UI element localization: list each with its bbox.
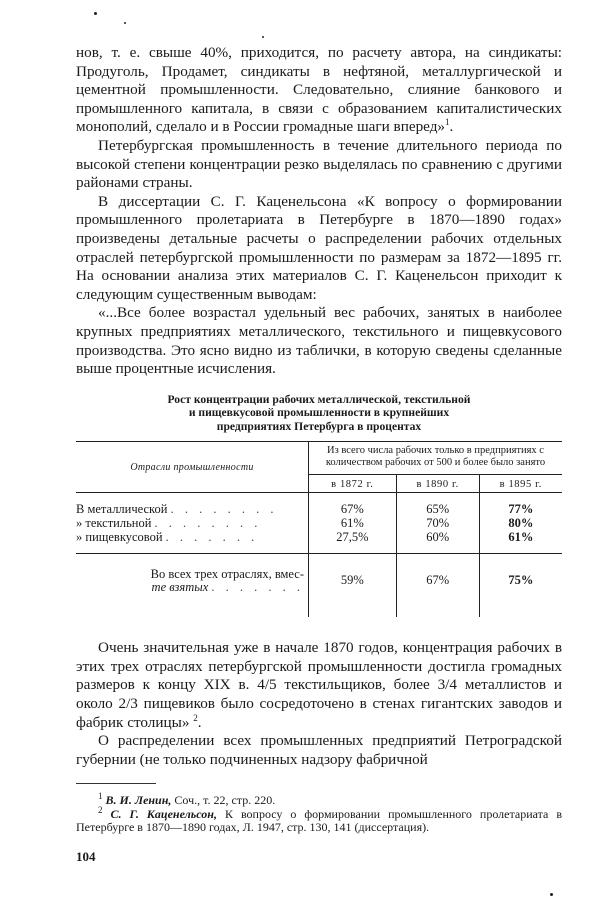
footnote-number: 2 [98, 804, 103, 815]
table-title-line: предприятиях Петербурга в процентах [216, 419, 422, 433]
cell-value: 61% [508, 529, 534, 544]
row-label-metal: В металлической . . . . . . . . [76, 502, 278, 517]
cell-value: 61% [340, 515, 364, 530]
footnote-1 [76, 791, 562, 808]
table-title-line: Рост концентрации рабочих металлической, текстильной [167, 392, 471, 406]
footnote-2 [76, 804, 563, 835]
values-1890 [396, 493, 479, 553]
paragraph-after-table: Очень значительная уже в начале 1870 годов, концентрация рабочих в этих трех отраслях петербургской промышленности достигла громадных размеров к концу XIX в. 4/5 текстильщиков, более 3/4 металлистов и около 2/3 пищевиков было сосредоточено в стенах гигантских заводов и фабрик столицы» $^2$. [76, 639, 562, 731]
cell-value: 67% [340, 502, 364, 517]
values-1895 [479, 493, 562, 553]
book-page [76, 44, 562, 865]
table-row-branches [76, 493, 562, 553]
total-label-line: Во всех трех отраслях, вмес- [150, 566, 304, 581]
footnote-text: К вопросу о формировании промышленного пролетариата в Петербурге в 1870—1890 годах, Л. 1947, стр. 130, 141 (диссертация). [76, 806, 563, 835]
total-label [76, 553, 309, 617]
cell-value: 80% [508, 515, 534, 530]
cell-value: 60% [426, 529, 450, 544]
cell-value: 70% [426, 515, 450, 530]
year-header-1872: в 1872 г. [309, 475, 397, 493]
footnote-author: С. Г. Каценельсон, [110, 806, 217, 821]
paragraph-3: В диссертации С. Г. Каценельсона «К вопросу о формировании промышленного пролетариата в Петербурге в 1870—1890 годах» произведены детальные расчеты о распределении рабочих отдельных отраслей петербургской промышленности по размерам за 1872—1895 гг. На основании анализа этих материалов С. Г. Каценельсон приходит к следующим существенным выводам: [76, 192, 562, 303]
footnote-text: Соч., т. 22, стр. 220. [174, 793, 276, 808]
paragraph-2: Петербургская промышленность в течение длительного периода по высокой степени концентрации резко выделялась по сравнению с другими районами страны. [76, 136, 562, 192]
paragraph-final: О распределении всех промышленных предприятий Петроградской губернии (не только подчиненных надзору фабричной [76, 732, 562, 768]
footnote-ref-2[interactable]: 2 [193, 712, 198, 723]
scan-speck [94, 12, 97, 15]
paragraph-after-table-text: Очень значительная уже в начале 1870 годов, концентрация рабочих в этих трех отраслях петербургской промышленности достигла громадных размеров к концу XIX в. 4/5 текстильщиков, более 3/4 металлистов и около 2/3 пищевиков было сосредоточено в стенах гигантских заводов и фабрик столицы» [76, 639, 562, 731]
total-1890: 67% [396, 553, 479, 617]
year-header-1890: в 1890 г. [396, 475, 479, 493]
cell-value: 27,5% [336, 529, 369, 544]
table-row-total [76, 553, 562, 617]
total-1872: 59% [309, 553, 397, 617]
total-label-line: те взятых . . . . . . . [151, 580, 304, 595]
concentration-table [76, 441, 562, 617]
paragraph-1: нов, т. е. свыше 40%, приходится, по расчету автора, на синдикаты: Продуголь, Продамет, синдикаты в нефтяной, металлургической и цементной промышленности. Следовательно, слияние банкового и промышленного капитала, в связи с образованием капиталистических монополий, сделало и в России громадные шаги вперед»$^1$. [76, 44, 562, 136]
cell-value: 77% [508, 502, 534, 517]
table-title-line: и пищевкусовой промышленности в крупнейших [188, 406, 450, 420]
cell-value: 65% [426, 502, 450, 517]
footnote-number: 1 [98, 791, 103, 802]
footnote-ref-1[interactable]: 1 [445, 117, 450, 128]
branch-column-header: Отрасли промышленности [76, 442, 309, 493]
scan-speck [262, 36, 264, 38]
year-header-1895: в 1895 г. [479, 475, 562, 493]
group-column-header: Из всего числа рабочих только в предприятиях с количеством рабочих от 500 и более было занято [309, 442, 563, 475]
footnote-divider [76, 783, 156, 784]
branch-labels [76, 493, 309, 553]
row-label-textile: » текстильной . . . . . . . . [76, 515, 262, 530]
values-1872 [309, 493, 397, 553]
row-label-food: » пищевкусовой . . . . . . . [76, 529, 259, 544]
footnote-author: В. И. Ленин, [105, 793, 172, 808]
quote-paragraph: «...Все более возрастал удельный вес рабочих, занятых в наиболее крупных предприятиях металлического, текстильного и пищевкусового производства. Это ясно видно из таблички, в которую сведены сделанные выше процентные исчисления. [76, 304, 562, 378]
table-title [76, 393, 562, 434]
page-number: 104 [76, 848, 96, 864]
paragraph-1-text: нов, т. е. свыше 40%, приходится, по расчету автора, на синдикаты: Продуголь, Продамет, синдикаты в нефтяной, металлургической и цементной промышленности. Следовательно, слияние банкового и промышленного капитала, в связи с образованием капиталистических монополий, сделало и в России громадные шаги вперед» [76, 44, 562, 136]
total-1895: 75% [479, 553, 562, 617]
scan-speck [550, 893, 553, 896]
scan-speck [124, 22, 126, 24]
